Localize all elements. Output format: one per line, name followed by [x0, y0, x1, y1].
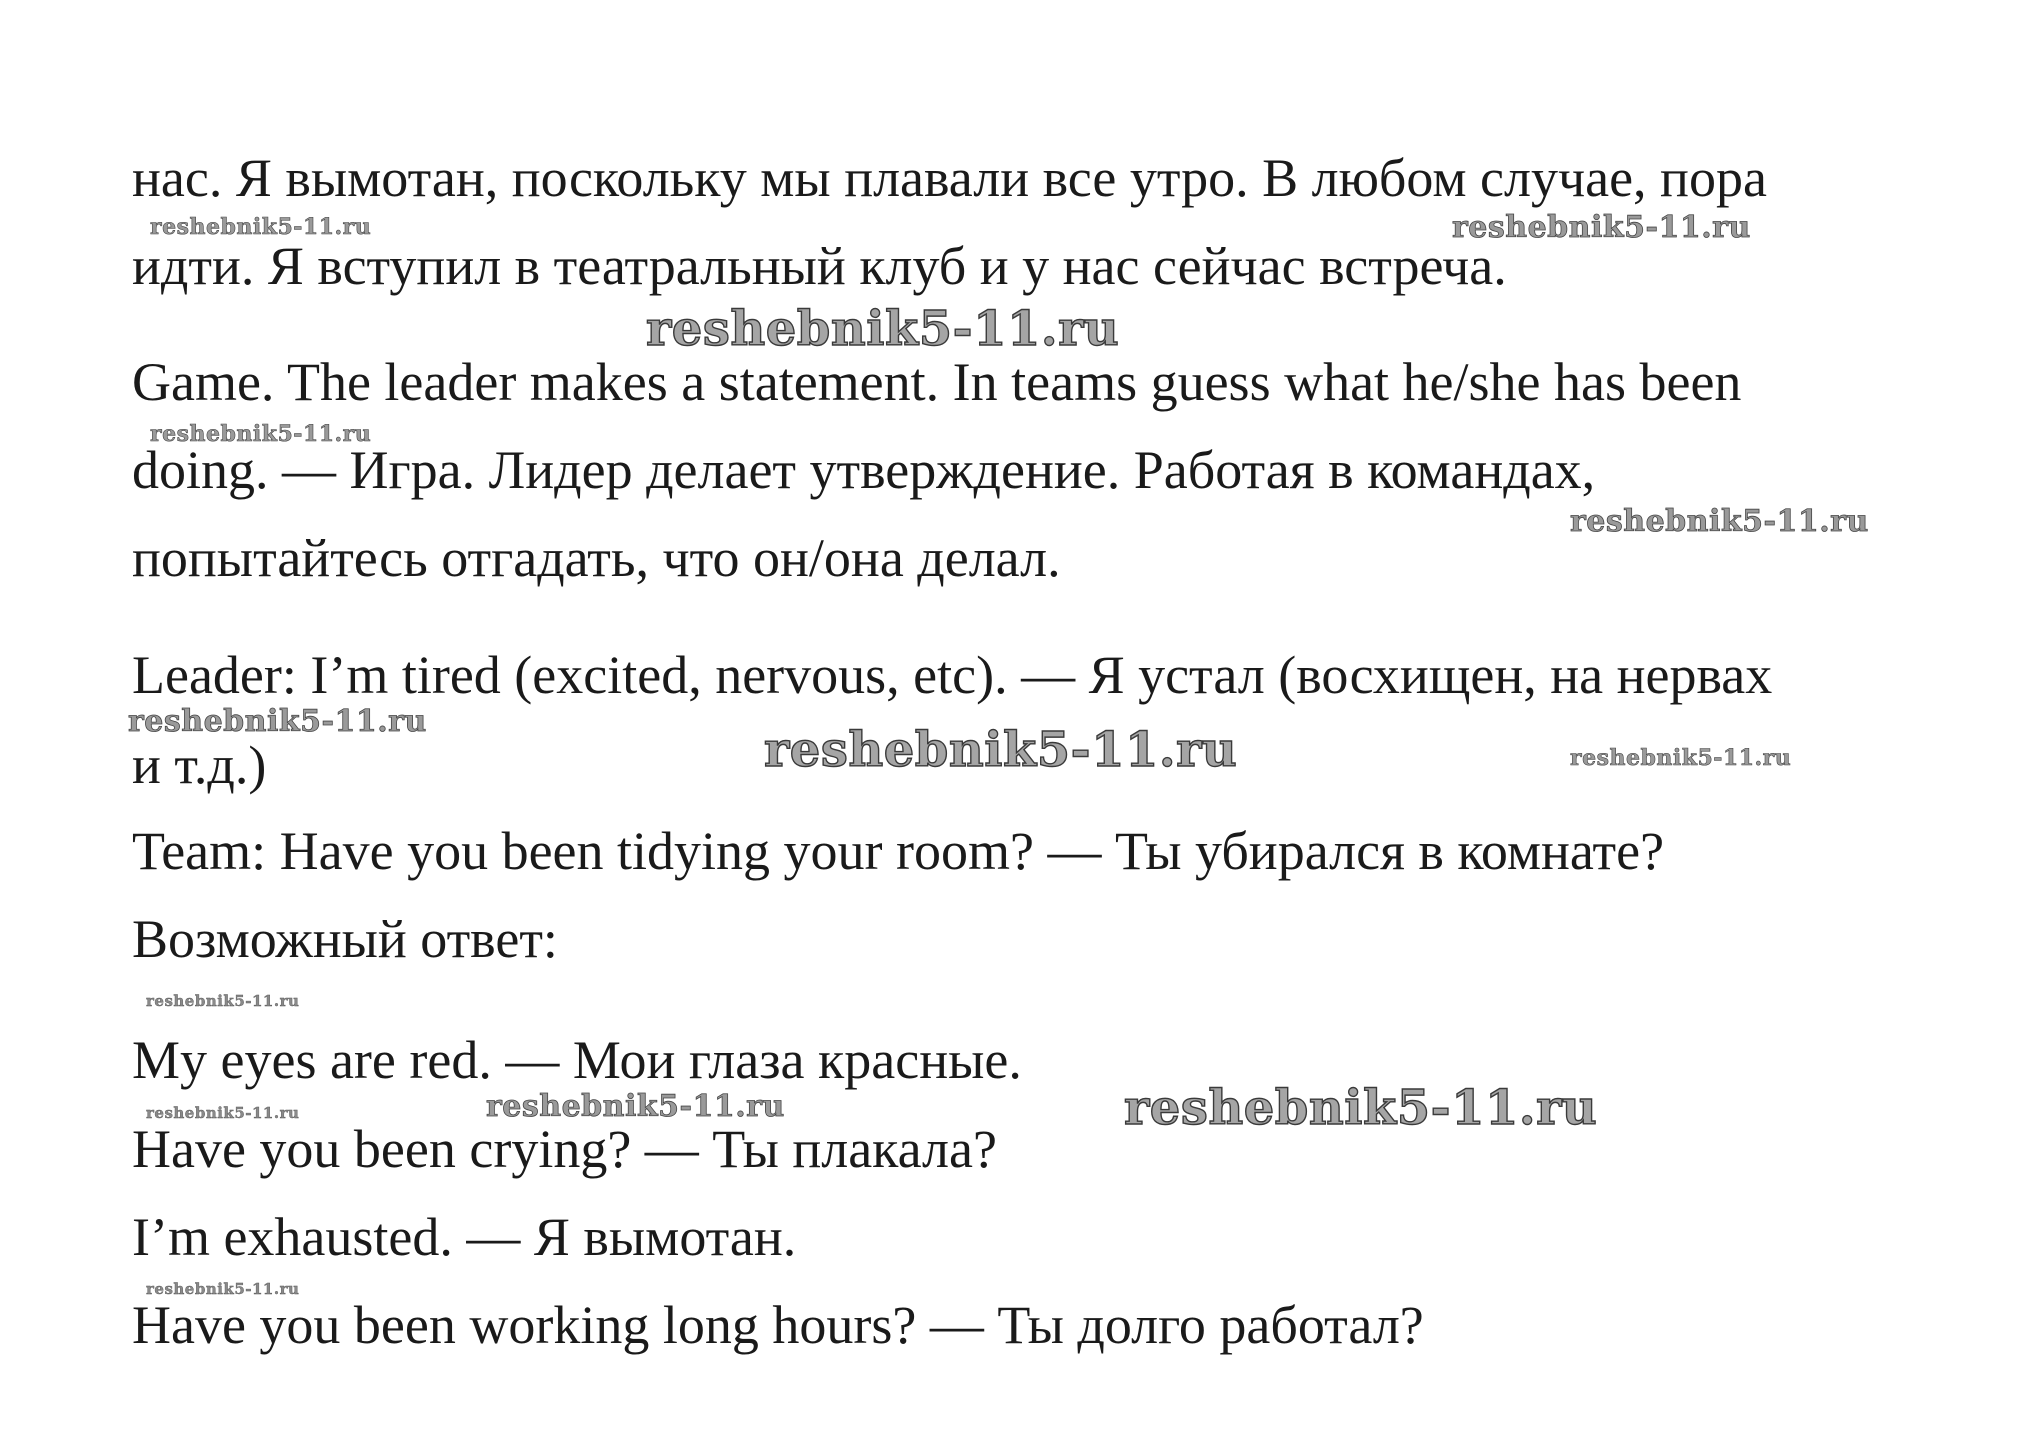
text-line: идти. Я вступил в театральный клуб и у нас сейчас встреча. [132, 236, 1507, 296]
text-line: и т.д.) [132, 735, 267, 795]
text-line: doing. — Игра. Лидер делает утверждение. Работая в командах, [132, 440, 1596, 500]
watermark: reshebnik5-11.ru [146, 1280, 300, 1298]
watermark: reshebnik5-11.ru [146, 1104, 300, 1122]
text-line: I’m exhausted. — Я вымотан. [132, 1207, 797, 1267]
watermark: reshebnik5-11.ru [150, 214, 372, 240]
text-line: Возможный ответ: [132, 909, 558, 969]
watermark: reshebnik5-11.ru [1570, 504, 1869, 539]
watermark: reshebnik5-11.ru [764, 722, 1238, 778]
watermark: reshebnik5-11.ru [146, 992, 300, 1010]
watermark: reshebnik5-11.ru [1124, 1080, 1598, 1136]
text-line: нас. Я вымотан, поскольку мы плавали все утро. В любом случае, пора [132, 148, 1767, 208]
watermark: reshebnik5-11.ru [646, 301, 1120, 357]
text-line: Game. The leader makes a statement. In teams guess what he/she has been [132, 352, 1742, 412]
watermark: reshebnik5-11.ru [1570, 745, 1792, 771]
text-line: попытайтесь отгадать, что он/она делал. [132, 528, 1061, 588]
watermark: reshebnik5-11.ru [1452, 210, 1751, 245]
text-line: Team: Have you been tidying your room? — Ты убирался в комнате? [132, 821, 1665, 881]
watermark: reshebnik5-11.ru [486, 1089, 785, 1124]
text-line: My eyes are red. — Мои глаза красные. [132, 1030, 1022, 1090]
text-line: Leader: I’m tired (excited, nervous, etc). — Я устал (восхищен, на нервах [132, 645, 1773, 705]
watermark: reshebnik5-11.ru [128, 704, 427, 739]
text-line: Have you been crying? — Ты плакала? [132, 1119, 997, 1179]
text-line: Have you been working long hours? — Ты долго работал? [132, 1295, 1424, 1355]
watermark: reshebnik5-11.ru [150, 421, 372, 447]
